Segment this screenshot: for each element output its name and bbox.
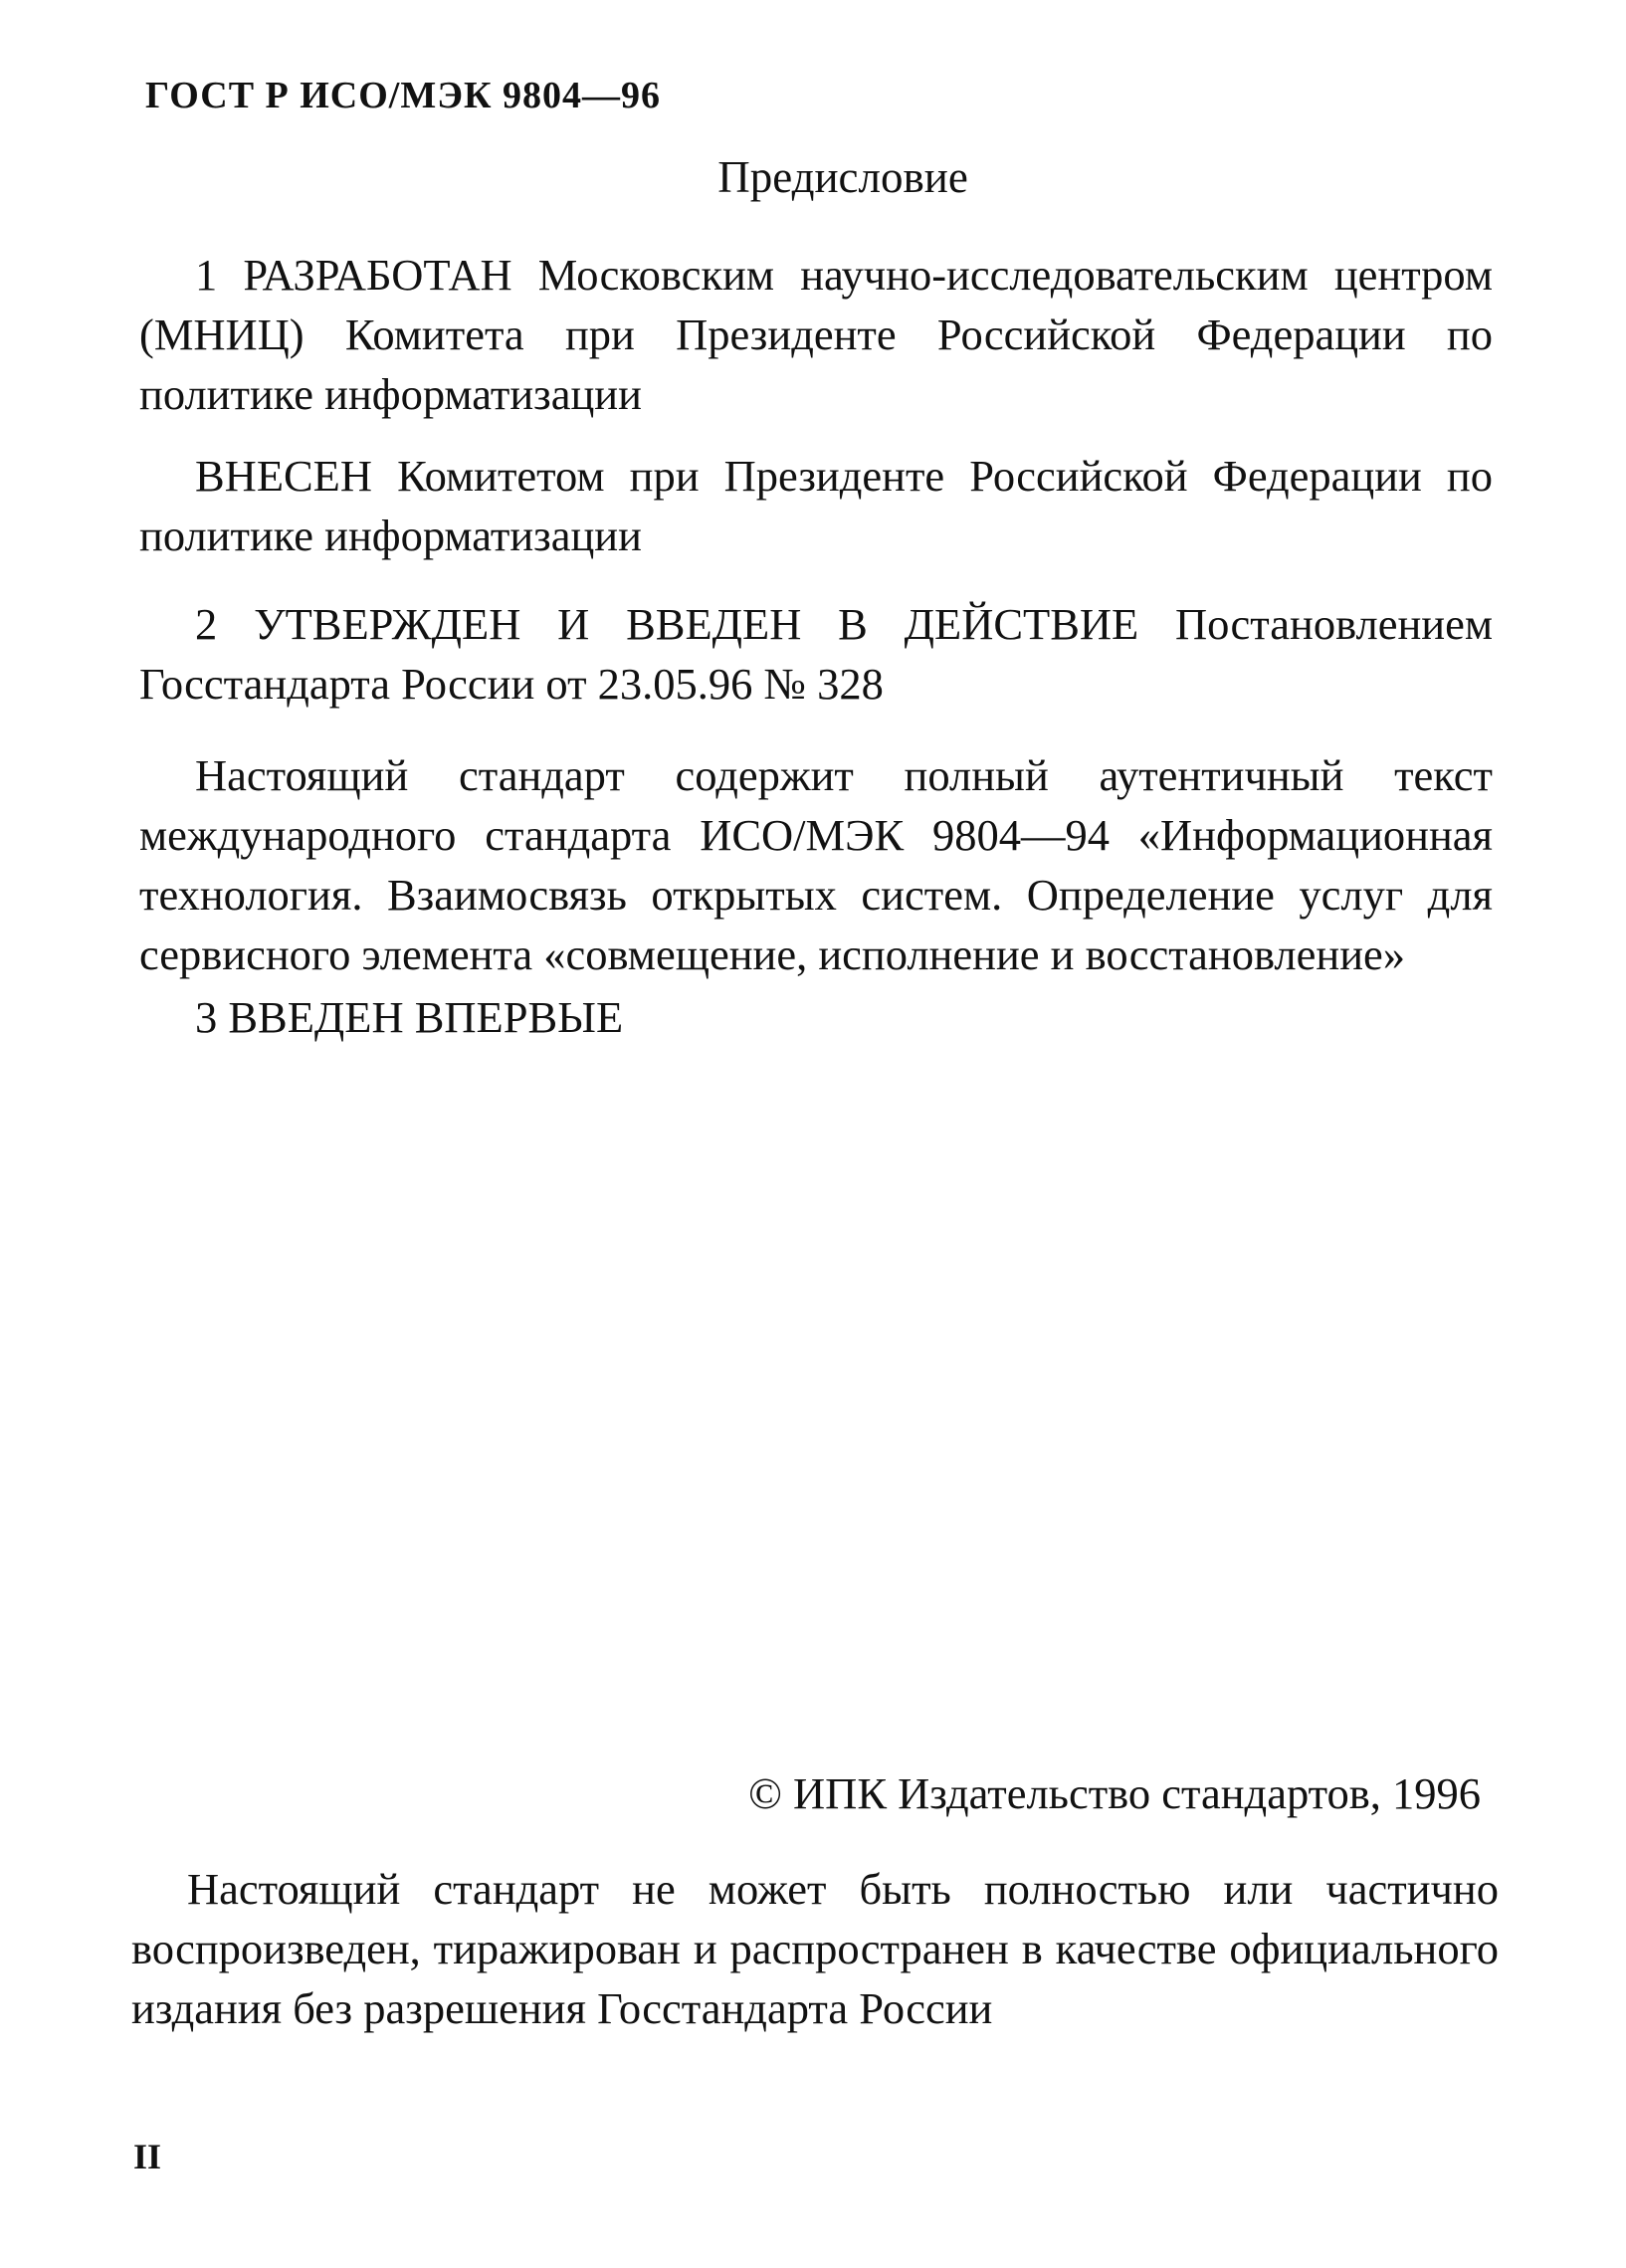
paragraph-developed-by: 1 РАЗРАБОТАН Московским научно-исследовательским центром (МНИЦ) Комитета при Президенте Российской Федерации по политике информатизации [139,250,1493,419]
page-title: Предисловие [717,152,968,202]
paragraph-introduced-first: 3 ВВЕДЕН ВПЕРВЫЕ [195,992,624,1042]
standard-code-header: ГОСТ Р ИСО/МЭК 9804—96 [145,75,662,116]
page-number: II [133,2137,162,2176]
copyright-line: © ИПК Издательство стандартов, 1996 [748,1768,1481,1818]
paragraph-approved: 2 УТВЕРЖДЕН И ВВЕДЕН В ДЕЙСТВИЕ Постановлением Госстандарта России от 23.05.96 № 328 [139,599,1493,709]
paragraph-standard-content: Настоящий стандарт содержит полный аутентичный текст международного стандарта ИСО/МЭК 9804—94 «Информационная технология. Взаимосвязь открытых систем. Определение услуг для сервисного элемента «совмещение, исполнение и восстановление» [139,750,1493,979]
paragraph-introduced-by: ВНЕСЕН Комитетом при Президенте Российской Федерации по политике информатизации [139,451,1493,560]
reproduction-notice: Настоящий стандарт не может быть полностью или частично воспроизведен, тиражирован и распространен в качестве официального издания без разрешения Госстандарта России [131,1864,1499,2033]
